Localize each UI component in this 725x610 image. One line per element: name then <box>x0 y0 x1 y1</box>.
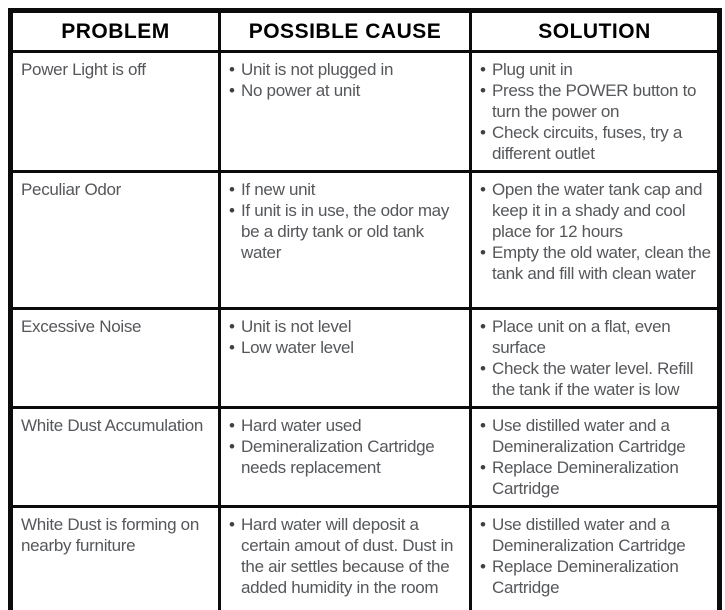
problem-cell: Excessive Noise <box>11 309 220 408</box>
solution-list <box>480 316 713 400</box>
bullet-item: • Check the water level. Refill the tank if the water is low <box>480 358 713 400</box>
table-row <box>11 309 720 408</box>
cause-cell <box>220 309 471 408</box>
bullet-item: • Unit is not level <box>229 316 465 337</box>
table-row <box>11 408 720 507</box>
bullet-item: • Check circuits, fuses, try a different outlet <box>480 122 713 164</box>
bullet-item: • Hard water will deposit a certain amout of dust. Dust in the air settles because of the added humidity in the room <box>229 514 465 598</box>
table-row <box>11 172 720 309</box>
bullet-item: • Use distilled water and a Demineralization Cartridge <box>480 415 713 457</box>
problem-cell: Peculiar Odor <box>11 172 220 309</box>
problem-cell: White Dust is forming on nearby furniture <box>11 507 220 610</box>
bullet-item: • Place unit on a flat, even surface <box>480 316 713 358</box>
solution-cell <box>471 507 720 610</box>
bullet-item: • Demineralization Cartridge needs replacement <box>229 436 465 478</box>
solution-cell <box>471 172 720 309</box>
cause-list <box>229 415 465 478</box>
cause-cell <box>220 507 471 610</box>
bullet-item: • If new unit <box>229 179 465 200</box>
column-header-problem: PROBLEM <box>11 11 220 52</box>
table-header-row <box>11 11 720 52</box>
column-header-solution: SOLUTION <box>471 11 720 52</box>
solution-list <box>480 514 713 598</box>
table-row <box>11 507 720 610</box>
bullet-item: • Use distilled water and a Demineralization Cartridge <box>480 514 713 556</box>
bullet-item: • Empty the old water, clean the tank and fill with clean water <box>480 242 713 284</box>
bullet-item: • Replace Demineralization Cartridge <box>480 457 713 499</box>
bullet-item: • Replace Demineralization Cartridge <box>480 556 713 598</box>
cause-list <box>229 179 465 263</box>
bullet-item: • Open the water tank cap and keep it in a shady and cool place for 12 hours <box>480 179 713 242</box>
table-row <box>11 52 720 172</box>
bullet-item: • Low water level <box>229 337 465 358</box>
bullet-item: • No power at unit <box>229 80 465 101</box>
solution-cell <box>471 408 720 507</box>
column-header-possible-cause: POSSIBLE CAUSE <box>220 11 471 52</box>
solution-cell <box>471 52 720 172</box>
troubleshooting-table <box>8 8 722 610</box>
cause-list <box>229 59 465 101</box>
solution-cell <box>471 309 720 408</box>
cause-cell <box>220 408 471 507</box>
solution-list <box>480 179 713 284</box>
cause-cell <box>220 52 471 172</box>
cause-list <box>229 514 465 598</box>
bullet-item: • Hard water used <box>229 415 465 436</box>
solution-list <box>480 415 713 499</box>
bullet-item: • Plug unit in <box>480 59 713 80</box>
problem-cell: White Dust Accumulation <box>11 408 220 507</box>
bullet-item: • Press the POWER button to turn the power on <box>480 80 713 122</box>
problem-cell: Power Light is off <box>11 52 220 172</box>
cause-cell <box>220 172 471 309</box>
bullet-item: • Unit is not plugged in <box>229 59 465 80</box>
cause-list <box>229 316 465 358</box>
solution-list <box>480 59 713 164</box>
bullet-item: • If unit is in use, the odor may be a dirty tank or old tank water <box>229 200 465 263</box>
